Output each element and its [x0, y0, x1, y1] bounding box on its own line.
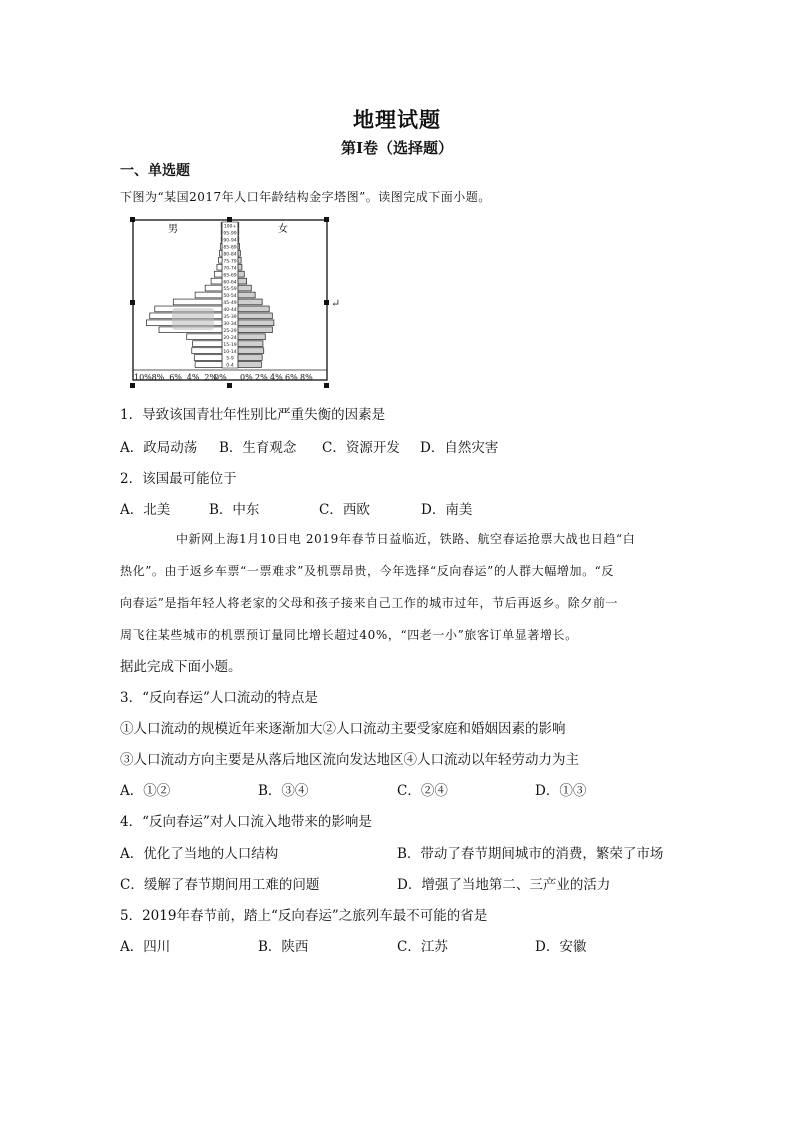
q2-option-c[interactable]: C．西欧	[319, 502, 370, 518]
bar-female-10-14	[238, 348, 264, 354]
bar-male-20-24	[187, 334, 222, 340]
q5-option-a[interactable]: A．四川	[120, 939, 171, 955]
bar-male-100+	[221, 223, 222, 229]
q3-option-b[interactable]: B．③④	[258, 783, 309, 799]
q5-stem: 5．2019年春节前，踏上“反向春运”之旅列车最不可能的省是	[120, 908, 488, 924]
news-line-2: 热化”。由于返乡车票“一票难求”及机票昂贵，今年选择“反向春运”的人群大幅增加。“反	[120, 564, 615, 578]
bar-female-100+	[238, 223, 239, 229]
q1-option-b[interactable]: B．生育观念	[219, 440, 297, 456]
bar-female-50-54	[238, 292, 255, 298]
age-label-5-9: 5-9	[226, 356, 234, 362]
bar-female-45-49	[238, 299, 262, 305]
q3-option-d[interactable]: D．①③	[535, 783, 587, 799]
news-line-4: 周飞往某些城市的机票预订量同比增长超过40%，“四老一小”旅客订单显著增长。	[120, 628, 578, 642]
tick-right-8%: 8%	[300, 373, 313, 382]
bar-male-10-14	[192, 348, 222, 354]
bar-female-40-44	[238, 306, 269, 312]
bar-female-20-24	[238, 334, 265, 340]
bar-female-80-84	[238, 250, 240, 256]
age-label-90-94: 90-94	[223, 238, 237, 244]
selection-handle	[227, 383, 232, 388]
legend-male: 男	[168, 224, 178, 235]
tick-left-0%: 0%	[214, 373, 227, 382]
q2-option-b[interactable]: B．中东	[209, 502, 260, 518]
tick-left-6%: 6%	[169, 373, 182, 382]
tick-left-10%: 10%	[134, 373, 152, 382]
q1-option-d[interactable]: D．自然灾害	[420, 440, 499, 456]
tick-right-0%: 0%	[240, 373, 253, 382]
q3-statement-1: ①人口流动的规模近年来逐渐加大②人口流动主要受家庭和婚姻因素的影响	[120, 721, 566, 737]
age-label-60-64: 60-64	[223, 280, 237, 286]
bar-male-55-59	[205, 285, 222, 291]
news-lead: 据此完成下面小题。	[120, 659, 242, 675]
bar-male-45-49	[173, 299, 222, 305]
age-label-85-89: 85-89	[223, 245, 237, 251]
q3-option-a[interactable]: A．①②	[120, 783, 171, 799]
bar-male-85-89	[220, 243, 222, 249]
bar-female-85-89	[238, 243, 240, 249]
bar-female-75-79	[238, 257, 241, 263]
q5-option-d[interactable]: D．安徽	[535, 939, 587, 955]
age-label-30-34: 30-34	[223, 321, 237, 327]
tick-left-4%: 4%	[186, 373, 200, 382]
scan-smudge	[172, 308, 214, 330]
bar-male-75-79	[219, 257, 222, 263]
age-label-50-54: 50-54	[223, 294, 237, 300]
population-pyramid-chart[interactable]	[130, 216, 330, 388]
q3-stem: 3．“反向春运”人口流动的特点是	[120, 690, 318, 706]
selection-handle	[227, 217, 232, 222]
selection-handle	[130, 217, 135, 222]
age-label-75-79: 75-79	[223, 259, 237, 265]
bar-male-90-94	[221, 237, 222, 243]
age-label-40-44: 40-44	[223, 308, 237, 314]
q5-option-c[interactable]: C．江苏	[397, 939, 448, 955]
bar-male-50-54	[195, 292, 222, 298]
age-label-65-69: 65-69	[223, 273, 237, 279]
q4-option-c[interactable]: C．缓解了春节期间用工难的问题	[120, 877, 320, 893]
q3-option-c[interactable]: C．②④	[397, 783, 448, 799]
selection-handle	[324, 217, 329, 222]
bar-female-65-69	[238, 271, 244, 277]
bar-female-15-19	[238, 341, 263, 347]
q4-option-d[interactable]: D．增强了当地第二、三产业的活力	[397, 877, 611, 893]
selection-handle	[324, 300, 329, 305]
bar-female-55-59	[238, 285, 251, 291]
q1-option-a[interactable]: A．政局动荡	[120, 440, 198, 456]
page-title: 地理试题	[353, 107, 441, 132]
q1-stem: 1．导致该国青壮年性别比严重失衡的因素是	[120, 407, 386, 423]
bar-female-5-9	[238, 355, 262, 361]
legend-female: 女	[278, 224, 288, 235]
bar-female-35-39	[238, 313, 272, 319]
q4-option-b[interactable]: B．带动了春节期间城市的消费，繁荣了市场	[397, 846, 664, 862]
bar-male-5-9	[194, 355, 222, 361]
q3-statement-2: ③人口流动方向主要是从落后地区流向发达地区④人口流动以年轻劳动力为主	[120, 752, 579, 768]
age-label-15-19: 15-19	[223, 342, 237, 348]
tick-left-2%: 2%	[204, 373, 218, 382]
pyramid-svg	[130, 216, 330, 388]
bar-male-60-64	[211, 278, 222, 284]
q4-option-a[interactable]: A．优化了当地的人口结构	[120, 846, 279, 862]
bar-male-70-74	[217, 264, 222, 270]
bar-female-30-34	[238, 320, 274, 326]
q2-option-d[interactable]: D．南美	[421, 502, 473, 518]
selection-handle	[130, 300, 135, 305]
q2-stem: 2．该国最可能位于	[120, 471, 237, 487]
q4-stem: 4．“反向春运”对人口流入地带来的影响是	[120, 814, 372, 830]
tick-right-4%: 4%	[270, 373, 283, 382]
tick-right-6%: 6%	[285, 373, 298, 382]
age-label-55-59: 55-59	[223, 287, 237, 293]
q2-option-a[interactable]: A．北美	[120, 502, 171, 518]
bar-male-95-99	[221, 230, 222, 236]
age-label-20-24: 20-24	[223, 335, 237, 341]
bar-male-80-84	[219, 250, 222, 256]
q1-option-c[interactable]: C．资源开发	[322, 440, 400, 456]
news-line-1: 中新网上海1月10日电 2019年春节日益临近，铁路、航空春运抢票大战也日趋“白	[176, 532, 636, 546]
intro-text: 下图为“某国2017年人口年龄结构金字塔图”。读图完成下面小题。	[120, 190, 491, 204]
bar-male-65-69	[214, 271, 222, 277]
bar-male-15-19	[193, 341, 222, 347]
age-label-70-74: 70-74	[223, 266, 237, 272]
age-label-0-4: 0-4	[226, 363, 234, 369]
bar-female-90-94	[238, 237, 239, 243]
age-label-80-84: 80-84	[223, 252, 237, 258]
bar-female-25-29	[238, 327, 272, 333]
tick-right-2%: 2%	[255, 373, 268, 382]
age-label-10-14: 10-14	[223, 349, 237, 355]
selection-handle	[324, 383, 329, 388]
bar-female-70-74	[238, 264, 242, 270]
age-label-100+: 100+	[223, 224, 237, 230]
age-label-95-99: 95-99	[223, 231, 237, 237]
news-line-3: 向春运”是指年轻人将老家的父母和孩子接来自己工作的城市过年，节后再返乡。除夕前一	[120, 596, 619, 610]
age-label-45-49: 45-49	[223, 301, 237, 307]
bar-male-0-4	[195, 362, 222, 368]
bar-female-60-64	[238, 278, 247, 284]
age-label-25-29: 25-29	[223, 328, 237, 334]
age-label-35-39: 35-39	[223, 315, 237, 321]
section-heading: 一、单选题	[120, 163, 190, 179]
q5-option-b[interactable]: B．陕西	[258, 939, 309, 955]
tick-left-8%: 8%	[151, 373, 165, 382]
page-subtitle: 第I卷（选择题）	[340, 139, 454, 157]
return-mark: ↵	[331, 297, 341, 310]
bar-female-95-99	[238, 230, 239, 236]
bar-female-0-4	[238, 362, 261, 368]
selection-handle	[130, 383, 135, 388]
